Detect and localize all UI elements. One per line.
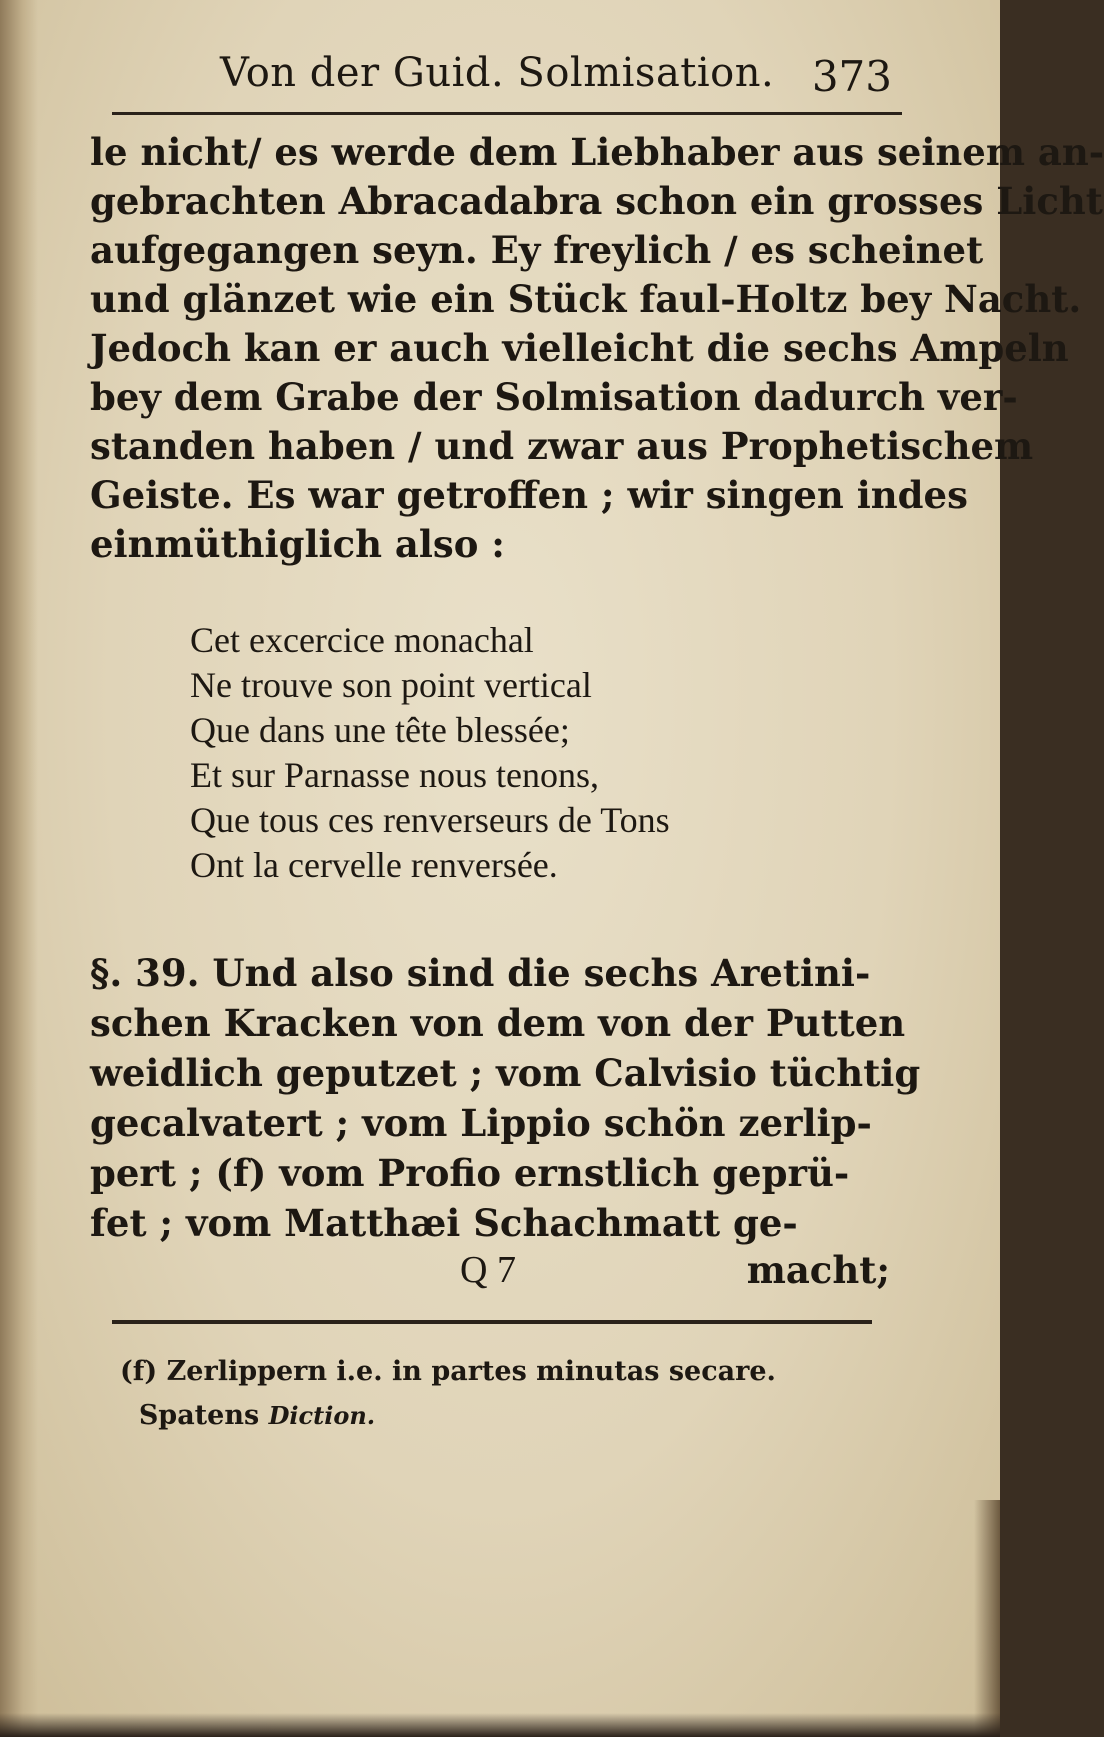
text-line: fet ; vom Matthæi Schachmatt ge- [90,1201,798,1245]
text-line: bey dem Grabe der Solmisation dadurch ver- [90,375,1018,419]
header-rule [112,112,902,115]
text-line: gecalvatert ; vom Lippio schön zerlip- [90,1101,872,1145]
text-line: le nicht/ es werde dem Liebhaber aus seinem an- [90,130,1104,174]
paragraph-1 [90,128,1104,569]
verse-line: Que tous ces renverseurs de Tons [190,800,670,840]
footnote-line-1 [120,1350,900,1394]
text-line: aufgegangen seyn. Ey freylich / es scheinet [90,228,984,272]
footnote-source-abbrev: Diction. [268,1401,376,1430]
french-verse [190,618,890,888]
text-line: §. 39. Und also sind die sechs Aretini- [90,951,871,995]
text-line: schen Kracken von dem von der Putten [90,1001,906,1045]
page-number: 373 [811,52,892,101]
page-right-edge [974,1500,1000,1737]
footnote-line-2 [120,1394,900,1438]
signature-mark: Q 7 [460,1249,516,1291]
text-line: gebrachten Abracadabra schon ein grosses Licht [90,179,1103,223]
text-line: standen haben / und zwar aus Prophetischem [90,424,1034,468]
verse-line: Ne trouve son point vertical [190,665,592,705]
footnote-text: Zerlippern i.e. in partes minutas secare. [166,1356,776,1387]
text-line: Geiste. Es war getroffen ; wir singen indes [90,473,968,517]
running-header [220,50,910,110]
footnote-rule [112,1320,872,1324]
footnote-marker: (f) [120,1356,158,1387]
footnote-source: Spatens [138,1400,260,1431]
paragraph-2 [90,948,920,1248]
running-title: Von der Guid. Solmisation. [220,50,775,96]
text-line: pert ; (f) vom Profio ernstlich geprü- [90,1151,850,1195]
text-line: einmüthiglich also : [90,522,505,566]
footnote [120,1350,900,1438]
page-left-edge [0,0,38,1737]
verse-line: Que dans une tête blessée; [190,710,570,750]
page-bottom-edge [0,1713,1000,1737]
verse-line: Cet excercice monachal [190,620,534,660]
verse-line: Ont la cervelle renversée. [190,845,558,885]
text-line: Jedoch kan er auch vielleicht die sechs Ampeln [90,326,1069,370]
catchline [90,1248,890,1298]
verse-line: Et sur Parnasse nous tenons, [190,755,599,795]
text-line: und glänzet wie ein Stück faul-Holtz bey Nacht. [90,277,1082,321]
catchword: macht; [746,1248,890,1292]
text-line: weidlich geputzet ; vom Calvisio tüchtig [90,1051,921,1095]
